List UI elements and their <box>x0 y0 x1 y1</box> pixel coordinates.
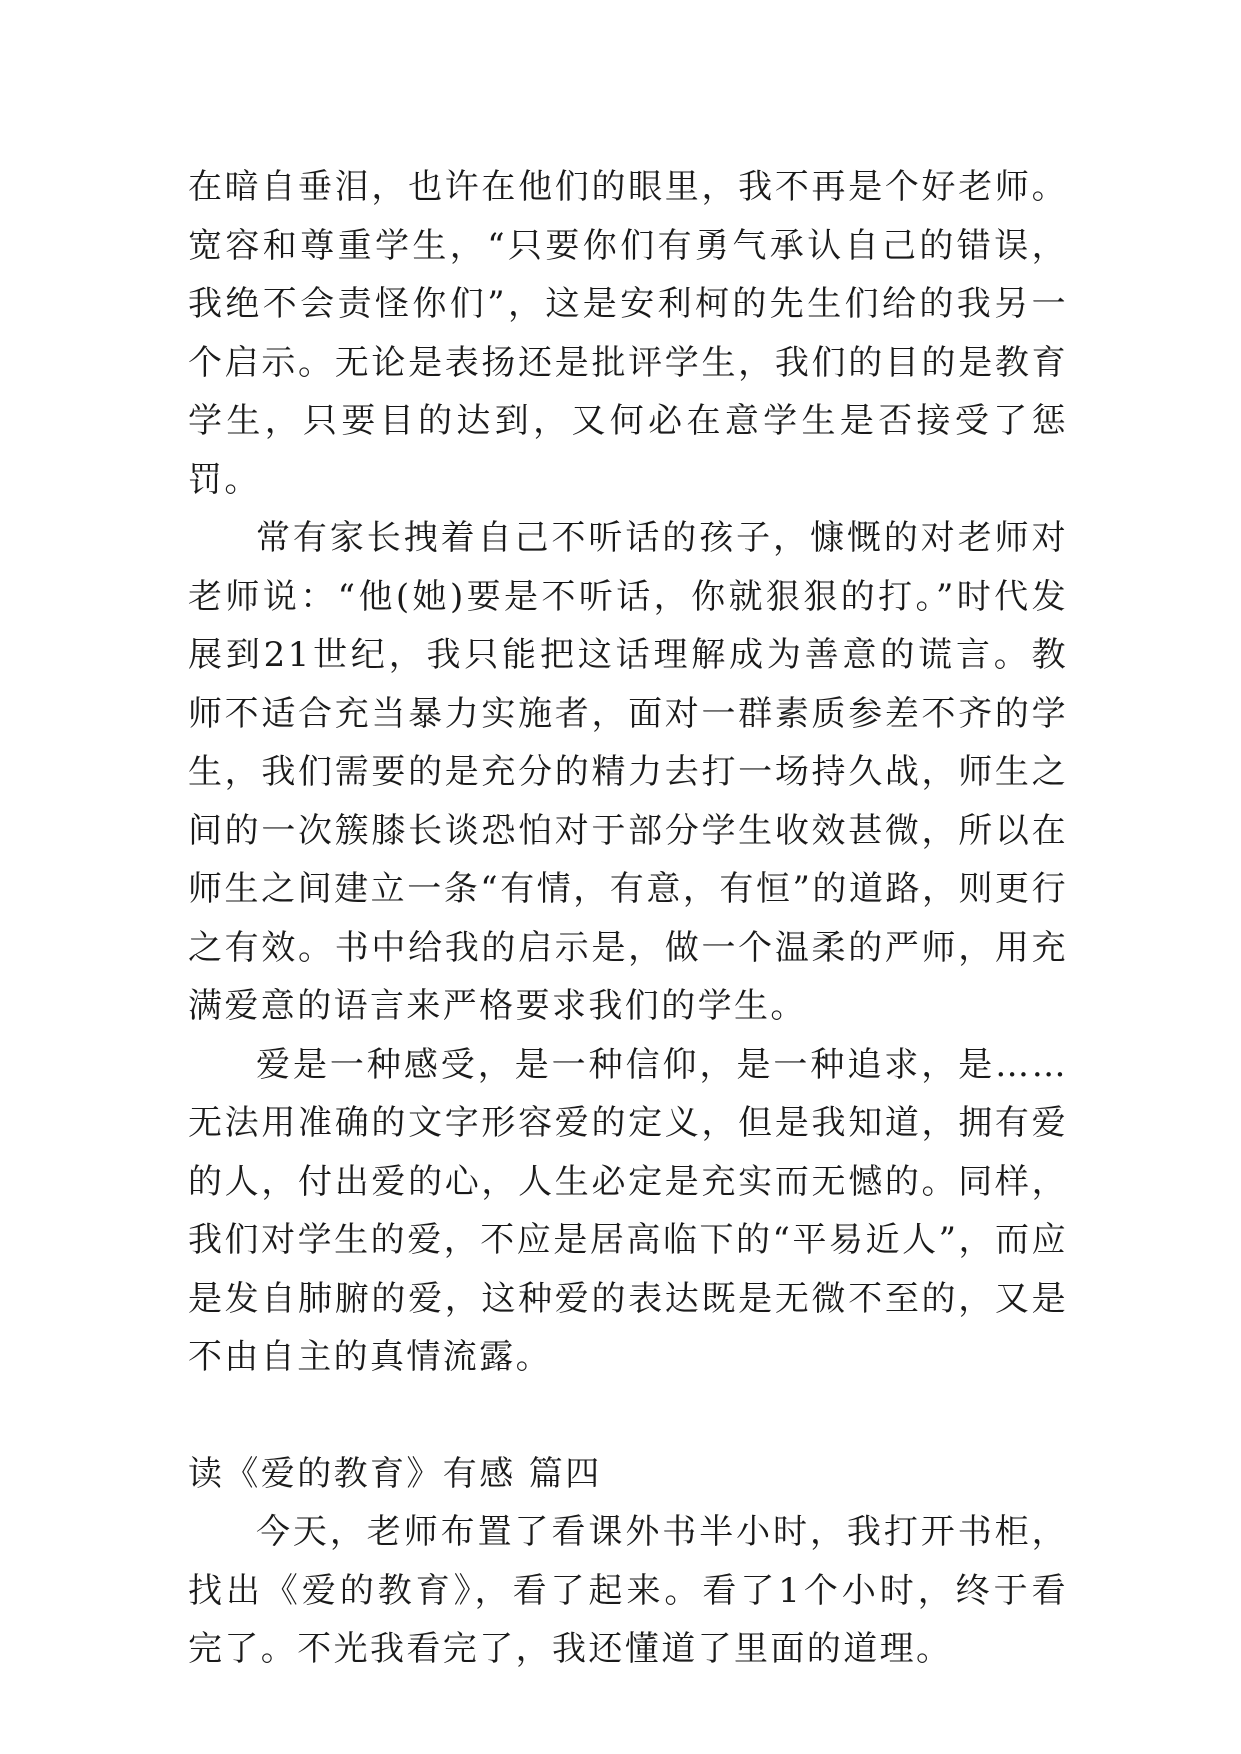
paragraph-4: 今天，老师布置了看课外书半小时，我打开书柜，找出《爱的教育》，看了起来。看了1个小时，终于看完了。不光我看完了，我还懂道了里面的道理。 <box>188 1512 1068 1669</box>
paragraph-2: 常有家长拽着自己不听话的孩子，慷慨的对老师对老师说：“他(她)要是不听话，你就狠狠的打。”时代发展到21世纪，我只能把这话理解成为善意的谎言。教师不适合充当暴力实施者，面对一群素质参差不齐的学生，我们需要的是充分的精力去打一场持久战，师生之间的一次簇膝长谈恐怕对于部分学生收效甚微，所以在师生之间建立一条“有情，有意，有恒”的道路，则更行之有效。书中给我的启示是，做一个温柔的严师，用充满爱意的语言来严格要求我们的学生。 <box>188 518 1068 1026</box>
paragraph-3: 爱是一种感受，是一种信仰，是一种追求，是……无法用准确的文字形容爱的定义，但是我知道，拥有爱的人，付出爱的心，人生必定是充实而无憾的。同样，我们对学生的爱，不应是居高临下的“平易近人”，而应是发自肺腑的爱，这种爱的表达既是无微不至的，又是不由自主的真情流露。 <box>188 1044 1068 1377</box>
paragraph-1: 在暗自垂泪，也许在他们的眼里，我不再是个好老师。宽容和尊重学生，“只要你们有勇气承认自己的错误，我绝不会责怪你们”，这是安利柯的先生们给的我另一个启示。无论是表扬还是批评学生，我们的目的是教育学生，只要目的达到，又何必在意学生是否接受了惩罚。 <box>188 167 1068 500</box>
section-title: 读《爱的教育》有感 篇四 <box>188 1453 602 1494</box>
document-body <box>188 158 1068 1679</box>
